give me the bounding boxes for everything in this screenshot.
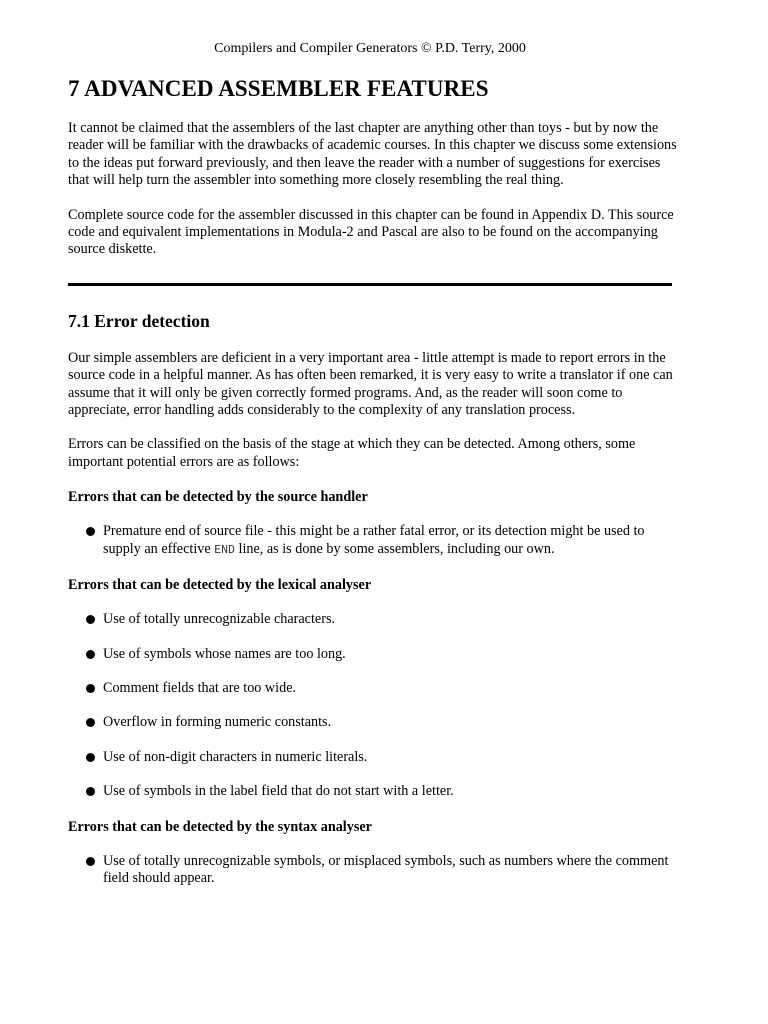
page-content [68,74,678,887]
list-item [68,783,678,800]
bullet-icon [86,684,95,693]
list-item-text-before: Premature end of source file - this might be a rather fatal error, or its detection might be used to supply an effective [103,523,645,557]
code-keyword-end: END [214,543,235,557]
group-heading-source-handler: Errors that can be detected by the source handler [68,489,368,506]
chapter-title: 7 ADVANCED ASSEMBLER FEATURES [68,76,489,101]
bullet-icon [86,857,95,866]
intro-paragraph-2: Complete source code for the assembler discussed in this chapter can be found in Appendix D. This source code and equivalent implementations in Modula-2 and Pascal are also to be found on the accompanying source diskette. [68,206,674,258]
list-item [68,853,678,888]
list-item [68,611,678,628]
list-item-text: Use of totally unrecognizable symbols, or misplaced symbols, such as numbers where the comment field should appear. [103,852,669,886]
bullet-icon [86,615,95,624]
list-item [68,749,678,766]
list-item-text: Overflow in forming numeric constants. [103,714,332,731]
list-item [68,714,678,731]
list-item-text-after: line, as is done by some assemblers, including our own. [234,540,555,557]
error-list-source-handler [68,523,678,559]
list-item [68,646,678,663]
running-head: Compilers and Compiler Generators © P.D. Terry, 2000 [214,41,526,56]
section-title: 7.1 Error detection [68,310,210,331]
list-item-text: Use of symbols in the label field that do not start with a letter. [103,783,454,800]
bullet-icon [86,753,95,762]
list-item-text: Use of symbols whose names are too long. [103,645,346,662]
section-divider [68,283,672,286]
list-item-text: Use of non-digit characters in numeric literals. [103,748,368,765]
group-heading-syntax-analyser: Errors that can be detected by the syntax analyser [68,818,372,835]
intro-paragraph-1: It cannot be claimed that the assemblers of the last chapter are anything other than toys - but by now the reader will be familiar with the drawbacks of academic courses. In this chapter we discuss some extensions to the ideas put forward previously, and then leave the reader with a number of suggestions for exercises that will help turn the assembler into something more closely resembling the real thing. [68,120,677,189]
list-item-text: Comment fields that are too wide. [103,679,297,696]
list-item [68,680,678,697]
error-list-lexical-analyser [68,611,678,800]
section-paragraph-1: Our simple assemblers are deficient in a very important area - little attempt is made to report errors in the source code in a helpful manner. As has often been remarked, it is very easy to write a translator if one can assume that it will only be given correctly formed programs. And, as the reader will soon come to appreciate, error handling adds considerably to the complexity of any translation process. [68,349,673,419]
bullet-icon [86,718,95,727]
bullet-icon [86,650,95,659]
bullet-icon [86,787,95,796]
error-list-syntax-analyser [68,853,678,888]
group-heading-lexical-analyser: Errors that can be detected by the lexical analyser [68,577,372,594]
section-paragraph-2: Errors can be classified on the basis of the stage at which they can be detected. Among others, some important potential errors are as follows: [68,436,636,470]
list-item [68,523,678,559]
list-item-text: Use of totally unrecognizable characters. [103,611,336,628]
bullet-icon [86,527,95,536]
